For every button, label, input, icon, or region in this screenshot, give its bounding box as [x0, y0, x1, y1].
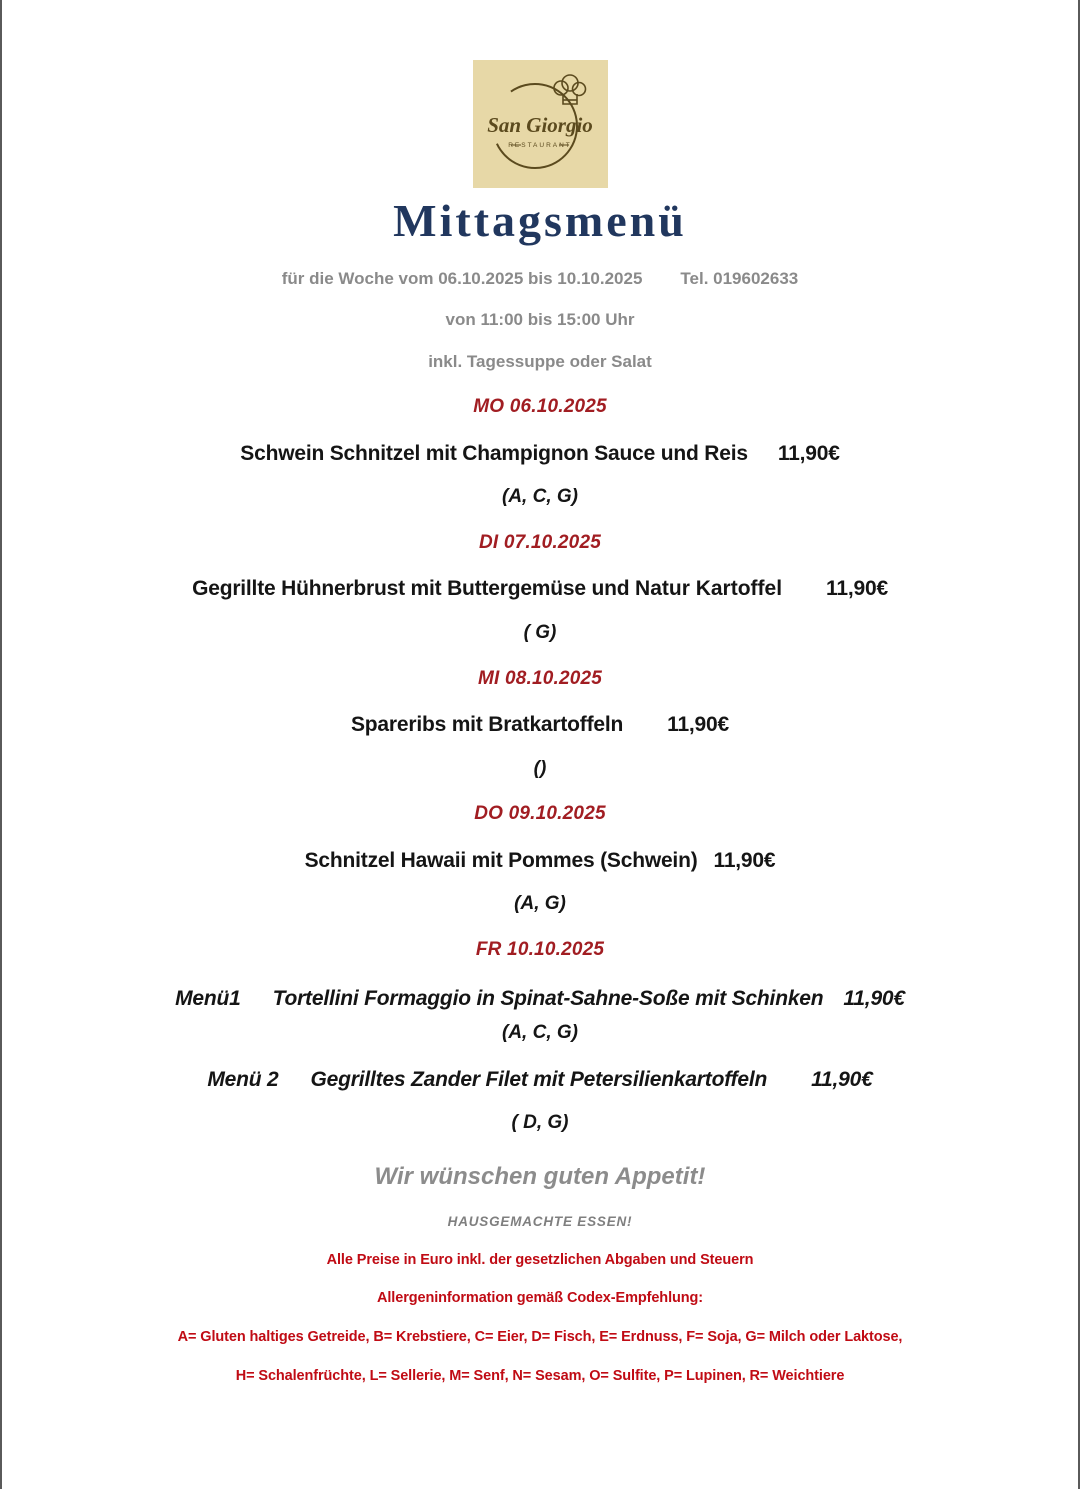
restaurant-logo-image: [473, 60, 608, 188]
menu-item-name: Spareribs mit Bratkartoffeln: [350, 713, 624, 737]
opening-hours-line: von 11:00 bis 15:00 Uhr: [445, 310, 635, 330]
allergen-info-title: Allergeninformation gemäß Codex-Empfehlung:: [377, 1290, 703, 1307]
allergen-legend-line1: A= Gluten haltiges Getreide, B= Krebstiere, C= Eier, D= Fisch, E= Erdnuss, F= Soja, G= Milch oder Laktose,: [177, 1328, 903, 1345]
allergen-codes: (A, C, G): [502, 485, 578, 507]
menu-number-label: Menü1: [175, 987, 241, 1011]
menu-item-price: 11,90€: [843, 987, 905, 1011]
restaurant-logo: [473, 60, 608, 188]
menu-item-price: 11,90€: [777, 441, 840, 465]
menu-item-price: 11,90€: [713, 849, 776, 873]
allergen-legend-line2: H= Schalenfrüchte, L= Sellerie, M= Senf, N= Sesam, O= Sulfite, P= Lupinen, R= Weichtiere: [235, 1367, 845, 1384]
allergen-codes: (A, G): [514, 893, 566, 915]
appetit-greeting: Wir wünschen guten Appetit!: [374, 1163, 706, 1191]
allergen-codes: (A, C, G): [502, 1022, 578, 1044]
day-header-tuesday: DI 07.10.2025: [479, 531, 601, 553]
menu-item: [175, 987, 905, 1011]
menu-item: [207, 1068, 872, 1092]
day-header-thursday: DO 09.10.2025: [474, 803, 606, 825]
phone-number: Tel. 019602633: [680, 268, 799, 288]
menu-item-price: 11,90€: [811, 1068, 873, 1092]
page-title: Mittagsmenü: [393, 195, 687, 246]
week-and-phone-line: [282, 270, 799, 289]
menu-number-label: Menü 2: [207, 1068, 279, 1092]
allergen-codes: ( G): [523, 621, 557, 643]
day-header-monday: MO 06.10.2025: [473, 395, 607, 417]
menu-item-name: Schnitzel Hawaii mit Pommes (Schwein): [304, 849, 698, 873]
menu-item: [351, 713, 729, 737]
allergen-codes: ( D, G): [511, 1112, 569, 1134]
menu-item-price: 11,90€: [667, 713, 729, 737]
day-header-wednesday: MI 08.10.2025: [477, 667, 603, 689]
menu-item: [240, 442, 839, 466]
menu-item: [305, 849, 776, 873]
menu-item: [192, 577, 888, 601]
prices-note: Alle Preise in Euro inkl. der gesetzlichen Abgaben und Steuern: [326, 1251, 754, 1268]
menu-item-name: Tortellini Formaggio in Spinat-Sahne-Soße mit Schinken: [272, 987, 824, 1011]
logo-subtitle: RESTAURANT: [507, 142, 572, 149]
logo-script-name: San Giorgio: [486, 113, 593, 137]
includes-line: inkl. Tagessuppe oder Salat: [428, 351, 652, 371]
day-header-friday: FR 10.10.2025: [475, 939, 605, 961]
menu-item-name: Gegrillte Hühnerbrust mit Buttergemüse und: [192, 577, 630, 601]
allergen-codes: (): [533, 757, 547, 779]
menu-item-name-suffix: Natur Kartoffel: [635, 577, 783, 601]
menu-item-price: 11,90€: [826, 577, 888, 601]
homemade-note: HAUSGEMACHTE ESSEN!: [447, 1213, 633, 1229]
week-range-text: für die Woche vom 06.10.2025 bis 10.10.2025: [281, 268, 643, 288]
menu-item-name: Schwein Schnitzel mit Champignon Sauce und Reis: [240, 441, 748, 465]
menu-item-name: Gegrilltes Zander Filet mit Petersilienkartoffeln: [310, 1068, 768, 1092]
